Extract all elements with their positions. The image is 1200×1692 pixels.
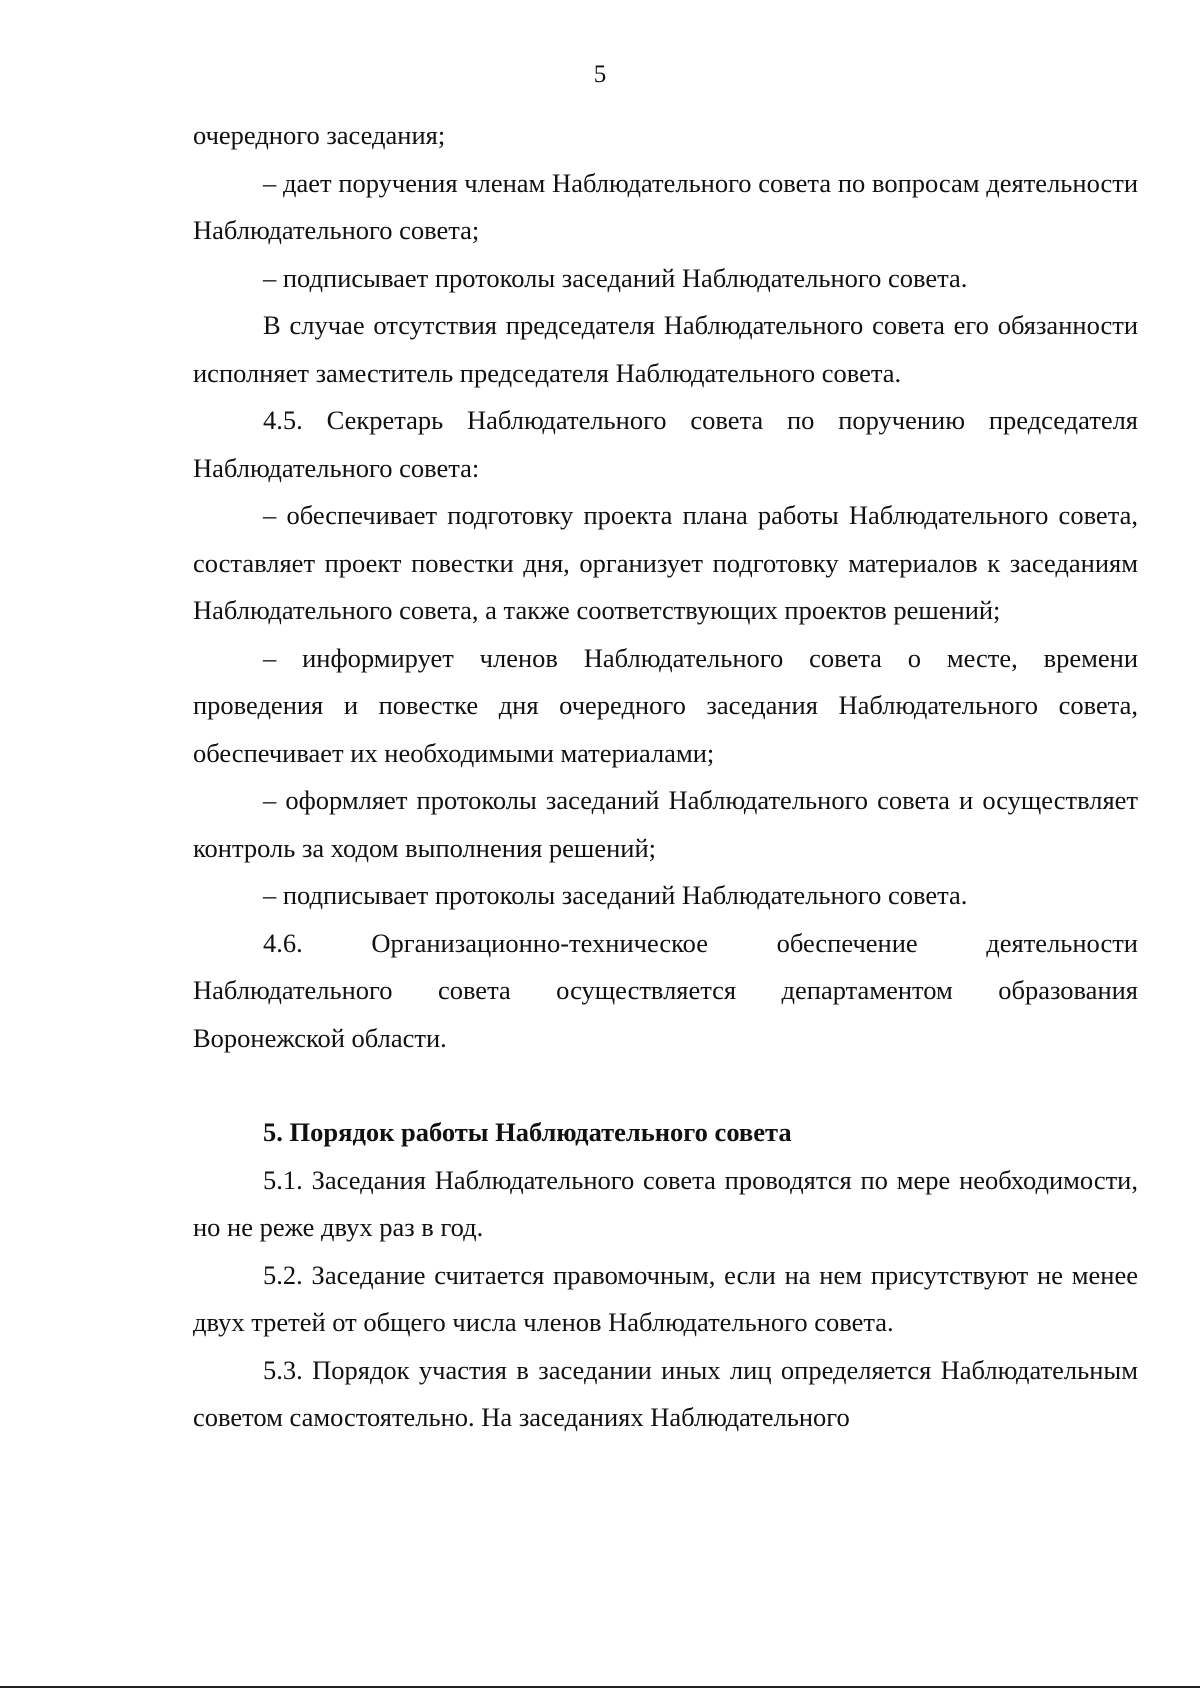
paragraph-secretary-signs: – подписывает протоколы заседаний Наблюдательного совета. (263, 880, 968, 910)
paragraph-continuation: очередного заседания; (193, 120, 446, 150)
paragraph-5-2: 5.2. Заседание считается правомочным, если на нем присутствуют не менее двух третей от общего числа членов Наблюдательного совета. (193, 1259, 1138, 1337)
paragraph-5-1: 5.1. Заседания Наблюдательного совета проводятся по мере необходимости, но не реже двух раз в год. (193, 1164, 1138, 1242)
section-heading: 5. Порядок работы Наблюдательного совета (263, 1117, 792, 1147)
document-body (193, 112, 1138, 1442)
paragraph-secretary-minutes: – оформляет протоколы заседаний Наблюдательного совета и осуществляет контроль за ходом выполнения решений; (193, 785, 1138, 863)
paragraph-chair-absence: В случае отсутствия председателя Наблюдательного совета его обязанности исполняет заместитель председателя Наблюдательного совета. (193, 310, 1138, 388)
paragraph-5-3: 5.3. Порядок участия в заседании иных лиц определяется Наблюдательным советом самостоятельно. На заседаниях Наблюдательного (193, 1354, 1138, 1432)
page-number: 5 (593, 61, 607, 88)
paragraph-secretary-prepares: – обеспечивает подготовку проекта плана работы Наблюдательного совета, составляет проект повестки дня, организует подготовку материалов к заседаниям Наблюдательного совета, а также соответствующих проектов решений; (193, 500, 1138, 625)
paragraph-chair-duty-signs: – подписывает протоколы заседаний Наблюдательного совета. (263, 262, 968, 293)
paragraph-4-5: 4.5. Секретарь Наблюдательного совета по поручению председателя Наблюдательного совета: (193, 405, 1138, 483)
paragraph-chair-duty-assigns: – дает поручения членам Наблюдательного совета по вопросам деятельности Наблюдательного совета; (193, 167, 1138, 245)
paragraph-secretary-informs: – информирует членов Наблюдательного совета о месте, времени проведения и повестке дня очередного заседания Наблюдательного совета, обеспечивает их необходимыми материалами; (193, 642, 1138, 768)
page-bottom-rule (0, 1686, 1200, 1688)
paragraph-4-6: 4.6. Организационно-техническое обеспечение деятельности Наблюдательного совета осуществляется департаментом образования Воронежской области. (193, 927, 1138, 1053)
